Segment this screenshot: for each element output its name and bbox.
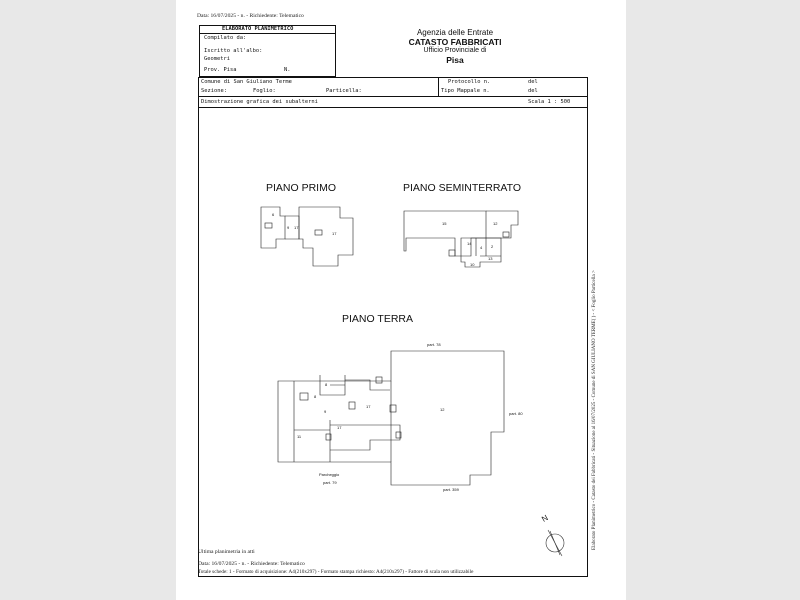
professione: Geometri (204, 56, 230, 62)
part-80: part. 80 (509, 411, 523, 416)
north-label: N (540, 513, 550, 524)
protocollo: Protocollo n. (448, 79, 491, 85)
terra-label-8b: 8 (325, 382, 328, 387)
protocollo-del: del (528, 79, 538, 85)
piano-primo-title: PIANO PRIMO (266, 182, 337, 194)
ufficio-pisa: Pisa (446, 55, 464, 65)
terra-label-8a: 8 (314, 394, 317, 399)
sezione: Sezione: (201, 88, 227, 94)
ultima-planimetria: Ultima planimetria in atti (198, 549, 255, 555)
terra-label-17a: 17 (366, 404, 371, 409)
semi-label-14: 14 (467, 241, 472, 246)
piano-seminterrato-plan (404, 211, 518, 267)
semi-label-2: 2 (491, 244, 494, 249)
north-arrow (546, 530, 564, 556)
footer-date-line: Data: 16/07/2025 - n. - Richiedente: Telematico (198, 561, 305, 567)
terra-label-17b: 17 (337, 425, 342, 430)
semi-label-4: 4 (480, 245, 483, 250)
comune: Comune di San Giuliano Terme (201, 79, 292, 85)
part-79: part. 79 (323, 480, 337, 485)
terra-label-11: 11 (297, 434, 302, 439)
ufficio-provinciale: Ufficio Provinciale di (423, 47, 487, 54)
primo-label-9: 9 (287, 225, 290, 230)
footer-totale-schede: Totale schede: 1 - Formato di acquisizione: A4(210x297) - Formato stampa richiesto: A4(210x297) - Fattore di scala non utilizzabile (198, 569, 474, 575)
agency-name: Agenzia delle Entrate (416, 28, 494, 37)
iscritto-albo: Iscritto all'albo: (204, 48, 263, 54)
header-date-line: Data: 16/07/2025 - n. - Richiedente: Telematico (197, 13, 304, 19)
terra-label-12: 12 (440, 407, 445, 412)
semi-label-10: 10 (470, 262, 475, 267)
piano-terra-title: PIANO TERRA (342, 313, 413, 325)
provincia: Prov. Pisa (204, 67, 237, 73)
side-vertical-text: Elaborato Planimetrico - Catasto dei Fabbricati - Situazione al 16/07/2025 - Comune di SAN GIULIANO TERME( ) - < Foglio Particella > (592, 270, 597, 550)
particella: Particella: (326, 88, 362, 94)
primo-label-6: 6 (272, 212, 275, 217)
tipo-mappale: Tipo Mappale n. (441, 88, 490, 94)
foglio: Foglio: (253, 88, 276, 94)
parcheggio: Parcheggio (319, 472, 340, 477)
semi-label-15: 15 (442, 221, 447, 226)
tipo-mappale-del: del (528, 88, 538, 94)
catasto-fabbricati: CATASTO FABBRICATI (408, 37, 502, 47)
piano-seminterrato-title: PIANO SEMINTERRATO (403, 182, 522, 194)
part-359: part. 359 (443, 487, 459, 492)
elaborato-title: ELABORATO PLANIMETRICO (222, 26, 294, 32)
primo-label-17a: 17 (294, 225, 299, 230)
dimostrazione: Dimostrazione grafica dei subalterni (201, 99, 318, 105)
part-78: part. 78 (427, 342, 441, 347)
primo-label-17b: 17 (332, 231, 337, 236)
piano-primo-plan (261, 207, 353, 266)
numero-albo: N. (284, 67, 291, 73)
terra-label-9: 9 (324, 409, 327, 414)
piano-terra-plan (278, 351, 504, 485)
semi-label-12: 12 (493, 221, 498, 226)
scala: Scala 1 : 500 (528, 99, 571, 105)
semi-label-13: 13 (488, 256, 493, 261)
compilato-da: Compilato da: (204, 35, 247, 41)
